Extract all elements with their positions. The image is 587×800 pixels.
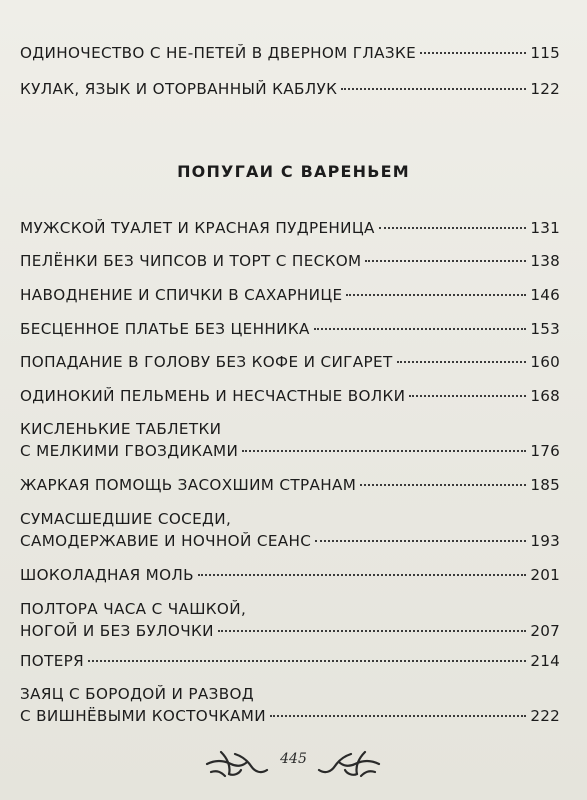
toc-entry-title: С ВИШНЁВЫМИ КОСТОЧКАМИ [20,707,266,725]
toc-entry [20,418,560,462]
dot-leader [360,484,526,486]
toc-entry [20,474,560,496]
toc-entry-page: 176 [530,442,560,460]
toc-entry-title: С МЕЛКИМИ ГВОЗДИКАМИ [20,442,239,460]
toc-entry-title: МУЖСКОЙ ТУАЛЕТ И КРАСНАЯ ПУДРЕНИЦА [20,219,375,237]
toc-entry-title-line: СУМАСШЕДШИЕ СОСЕДИ, [20,510,232,528]
dot-leader [270,715,527,717]
dot-leader [379,227,527,229]
toc-entry-page: 122 [530,80,560,98]
toc-entry [20,318,560,340]
toc-entry-page: 138 [530,252,560,270]
toc-entry-page: 168 [530,387,560,405]
toc-entry [20,284,560,306]
dot-leader [314,328,527,330]
page-number: 445 [280,751,307,767]
toc-entry-title: НАВОДНЕНИЕ И СПИЧКИ В САХАРНИЦЕ [20,286,343,304]
toc-entry-page: 214 [530,652,560,670]
toc-entry-title-line: ЗАЯЦ С БОРОДОЙ И РАЗВОД [20,685,254,703]
toc-entry-page: 207 [530,622,560,640]
toc-entry [20,508,560,552]
toc-entry [20,351,560,373]
dot-leader [397,361,527,363]
toc-entry [20,385,560,407]
toc-entry-page: 222 [530,707,560,725]
toc-entry [20,250,560,272]
toc-entry-page: 201 [530,566,560,584]
toc-entry-title: ОДИНОКИЙ ПЕЛЬМЕНЬ И НЕСЧАСТНЫЕ ВОЛКИ [20,387,406,405]
toc-entry-title: САМОДЕРЖАВИЕ И НОЧНОЙ СЕАНС [20,532,312,550]
toc-entry-title-line: ПОЛТОРА ЧАСА С ЧАШКОЙ, [20,600,247,618]
toc-entry [20,217,560,239]
toc-entry-title-line: КИСЛЕНЬКИЕ ТАБЛЕТКИ [20,420,222,438]
toc-entry [20,78,560,100]
dot-leader [346,294,526,296]
toc-entry-title: ПЕЛЁНКИ БЕЗ ЧИПСОВ И ТОРТ С ПЕСКОМ [20,252,362,270]
dot-leader [242,450,526,452]
dot-leader [218,630,527,632]
toc-entry-title: ПОТЕРЯ [20,652,85,670]
dot-leader [198,574,526,576]
toc-entry [20,598,560,642]
toc-entry-page: 153 [530,320,560,338]
toc-entry-title: НОГОЙ И БЕЗ БУЛОЧКИ [20,622,214,640]
dot-leader [315,540,526,542]
toc-entry-page: 193 [530,532,560,550]
page-footer [0,742,587,782]
toc-entry-page: 146 [530,286,560,304]
toc-entry-title: ЖАРКАЯ ПОМОЩЬ ЗАСОХШИМ СТРАНАМ [20,476,357,494]
toc-entry-title: КУЛАК, ЯЗЫК И ОТОРВАННЫЙ КАБЛУК [20,80,338,98]
toc-entry [20,650,560,672]
dot-leader [88,660,526,662]
dot-leader [409,395,526,397]
section-heading: ПОПУГАИ С ВАРЕНЬЕМ [177,162,410,181]
dot-leader [420,52,526,54]
toc-entry-title: ПОПАДАНИЕ В ГОЛОВУ БЕЗ КОФЕ И СИГАРЕТ [20,353,393,371]
toc-entry-title: ШОКОЛАДНАЯ МОЛЬ [20,566,194,584]
toc-entry-title: БЕСЦЕННОЕ ПЛАТЬЕ БЕЗ ЦЕННИКА [20,320,310,338]
toc-entry-page: 115 [530,44,560,62]
dot-leader [365,260,526,262]
toc-entry [20,42,560,64]
toc-entry-page: 131 [530,219,560,237]
dot-leader [341,88,526,90]
toc-entry-page: 160 [530,353,560,371]
toc-entry-title: ОДИНОЧЕСТВО С НЕ-ПЕТЕЙ В ДВЕРНОМ ГЛАЗКЕ [20,44,417,62]
toc-entry-page: 185 [530,476,560,494]
toc-entry [20,564,560,586]
toc-entry [20,683,560,727]
